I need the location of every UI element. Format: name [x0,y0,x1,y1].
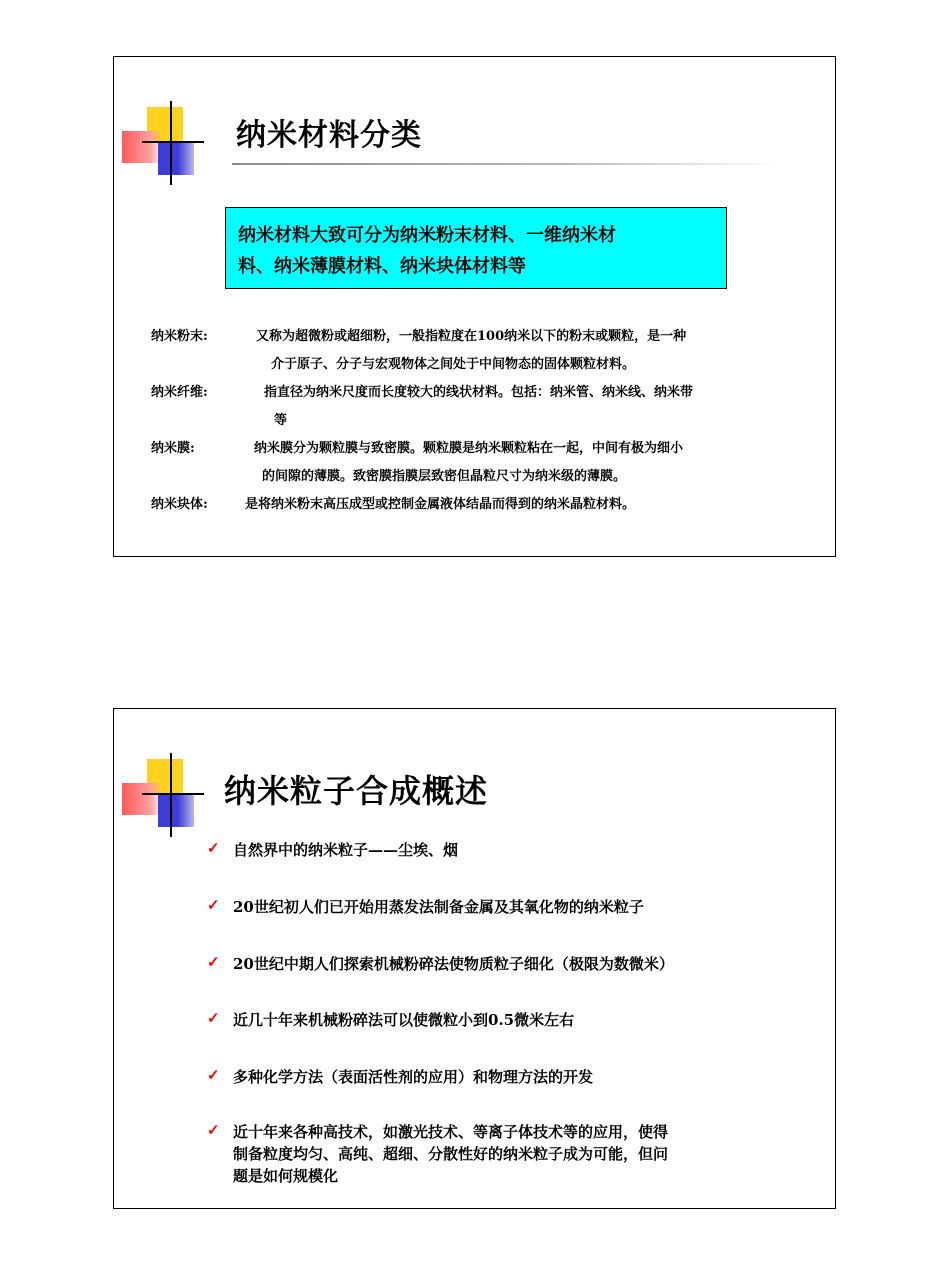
definition-line: 纳米膜分为颗粒膜与致密膜。颗粒膜是纳米颗粒粘在一起，中间有极为细小 [254,441,684,456]
summary-line: 料、纳米薄膜材料、纳米块体材料等 [238,256,526,277]
title-underline [232,163,782,165]
definition-list [151,323,811,519]
definition-item [151,435,811,491]
slide-title: 纳米粒子合成概述 [224,772,489,810]
definition-term: 纳米粉末: [151,329,208,344]
bullet-line: 制备粒度均匀、高纯、超细、分散性好的纳米粒子成为可能，但问 [233,1145,669,1163]
definition-text [254,435,811,491]
definition-term: 纳米块体: [151,497,208,512]
bullet-item [207,839,767,861]
bullet-text: 20世纪初人们已开始用蒸发法制备金属及其氧化物的纳米粒子 [233,898,644,916]
check-icon: ✓ [207,839,220,857]
slide-2 [113,708,836,1209]
definition-line: 等 [274,413,288,428]
bullet-text: 自然界中的纳米粒子——尘埃、烟 [233,841,459,859]
slide-logo-icon [122,759,222,839]
bullet-item [207,953,767,975]
definition-line: 指直径为纳米尺度而长度较大的线状材料。包括：纳米管、纳米线、纳米带 [264,385,694,400]
definition-text [245,491,811,519]
check-icon: ✓ [207,953,220,971]
bullet-text: 近几十年来机械粉碎法可以使微粒小到0.5微米左右 [233,1011,575,1029]
bullet-item [207,1009,767,1031]
bullet-text [233,1121,767,1187]
bullet-line: 题是如何规模化 [233,1167,339,1185]
bullet-text: 多种化学方法（表面活性剂的应用）和物理方法的开发 [233,1068,594,1086]
definition-line: 又称为超微粉或超细粉，一般指粒度在100纳米以下的粉末或颗粒，是一种 [256,329,687,344]
check-icon: ✓ [207,1121,220,1139]
definition-item [151,323,811,379]
definition-term: 纳米纤维: [151,385,208,400]
definition-line: 介于原子、分子与宏观物体之间处于中间物态的固体颗粒材料。 [271,357,636,372]
bullet-text: 20世纪中期人们探索机械粉碎法使物质粒子细化（极限为数微米） [233,955,674,973]
check-icon: ✓ [207,1066,220,1084]
slide-title: 纳米材料分类 [236,118,422,153]
definition-item [151,491,811,519]
bullet-line: 近十年来各种高技术，如激光技术、等离子体技术等的应用，使得 [233,1123,669,1141]
definition-line: 的间隙的薄膜。致密膜指膜层致密但晶粒尺寸为纳米级的薄膜。 [262,469,627,484]
definition-text [264,379,811,435]
definition-item [151,379,811,435]
slide-1 [113,56,836,557]
summary-line: 纳米材料大致可分为纳米粉末材料、一维纳米材 [238,225,616,246]
definition-line: 是将纳米粉末高压成型或控制金属液体结晶而得到的纳米晶粒材料。 [245,497,636,512]
bullet-item [207,1121,767,1187]
check-icon: ✓ [207,1009,220,1027]
summary-highlight-box [225,207,727,289]
bullet-item [207,1066,767,1088]
definition-text [256,323,811,379]
slide-logo-icon [122,107,222,187]
bullet-item [207,896,767,918]
definition-term: 纳米膜: [151,441,195,456]
check-icon: ✓ [207,896,220,914]
